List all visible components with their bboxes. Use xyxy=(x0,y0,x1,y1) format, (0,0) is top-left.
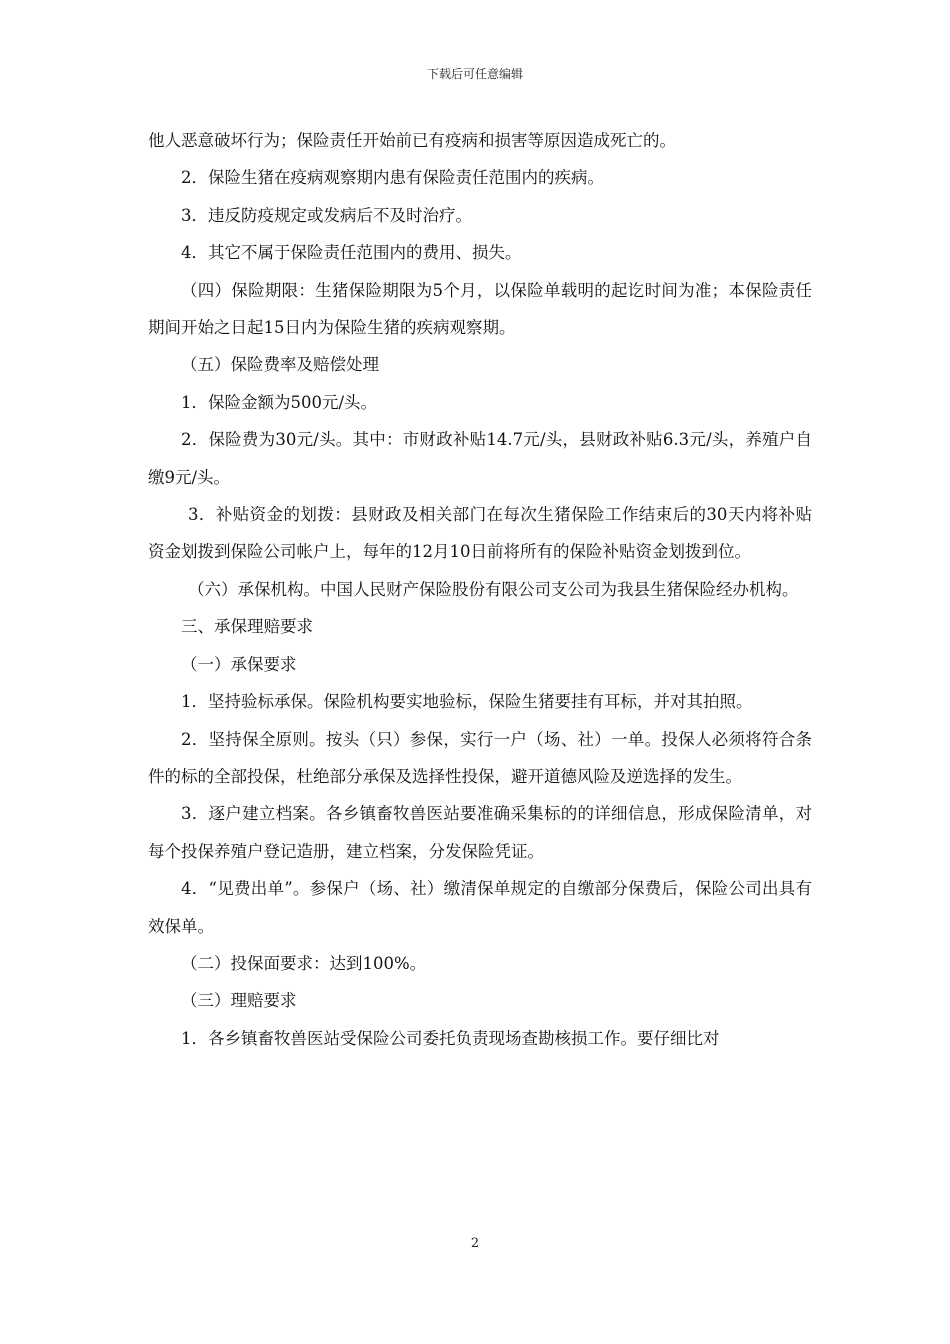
paragraph-continuation: 他人恶意破坏行为；保险责任开始前已有疫病和损害等原因造成死亡的。 xyxy=(148,131,676,150)
paragraph-archives: 3．逐户建立档案。各乡镇畜牧兽医站要准确采集标的的详细信息，形成保险清单，对每个投保养殖户登记造册，建立档案，分发保险凭证。 xyxy=(148,804,812,861)
paragraph-premium: 2．保险费为30元/头。其中：市财政补贴14.7元/头，县财政补贴6.3元/头，养殖户自缴9元/头。 xyxy=(148,430,812,487)
paragraph-insurance-period: （四）保险期限：生猪保险期限为5个月，以保险单载明的起讫时间为准；本保险责任期间开始之日起15日内为保险生猪的疾病观察期。 xyxy=(148,280,812,338)
paragraph-item-2: 2．保险生猪在疫病观察期内患有保险责任范围内的疾病。 xyxy=(181,168,604,188)
paragraph-insured-amount: 1．保险金额为500元/头。 xyxy=(181,392,378,412)
paragraph-ear-tag: 1．坚持验标承保。保险机构要实地验标，保险生猪要挂有耳标，并对其拍照。 xyxy=(181,692,753,712)
page-number: 2 xyxy=(470,1236,480,1251)
subsection-heading-underwriting: （一）承保要求 xyxy=(181,654,297,674)
paragraph-full-coverage: 2．坚持保全原则。按头（只）参保，实行一户（场、社）一单。投保人必须将符合条件的标的全部投保，杜绝部分承保及选择性投保，避开道德风险及逆选择的发生。 xyxy=(148,729,812,786)
section-heading-premium: （五）保险费率及赔偿处理 xyxy=(181,355,379,375)
paragraph-claims-survey: 1．各乡镇畜牧兽医站受保险公司委托负责现场查勘核损工作。要仔细比对 xyxy=(181,1028,720,1048)
page-header: 下载后可任意编辑 xyxy=(426,67,523,81)
subsection-heading-claims: （三）理赔要求 xyxy=(181,991,297,1011)
paragraph-subsidy-transfer: 3．补贴资金的划拨：县财政及相关部门在每次生猪保险工作结束后的30天内将补贴资金划拨到保险公司帐户上，每年的12月10日前将所有的保险补贴资金划拨到位。 xyxy=(148,505,812,562)
paragraph-item-3: 3．违反防疫规定或发病后不及时治疗。 xyxy=(181,205,472,225)
paragraph-fee-before-policy: 4．“见费出单”。参保户（场、社）缴清保单规定的自缴部分保费后，保险公司出具有效保单。 xyxy=(148,879,812,936)
section-heading-requirements: 三、承保理赔要求 xyxy=(181,617,313,637)
paragraph-underwriter: （六）承保机构。中国人民财产保险股份有限公司支公司为我县生猪保险经办机构。 xyxy=(188,579,799,599)
paragraph-coverage-rate: （二）投保面要求：达到100%。 xyxy=(181,953,427,973)
paragraph-item-4: 4．其它不属于保险责任范围内的费用、损失。 xyxy=(181,243,522,263)
document-body xyxy=(148,122,812,1057)
